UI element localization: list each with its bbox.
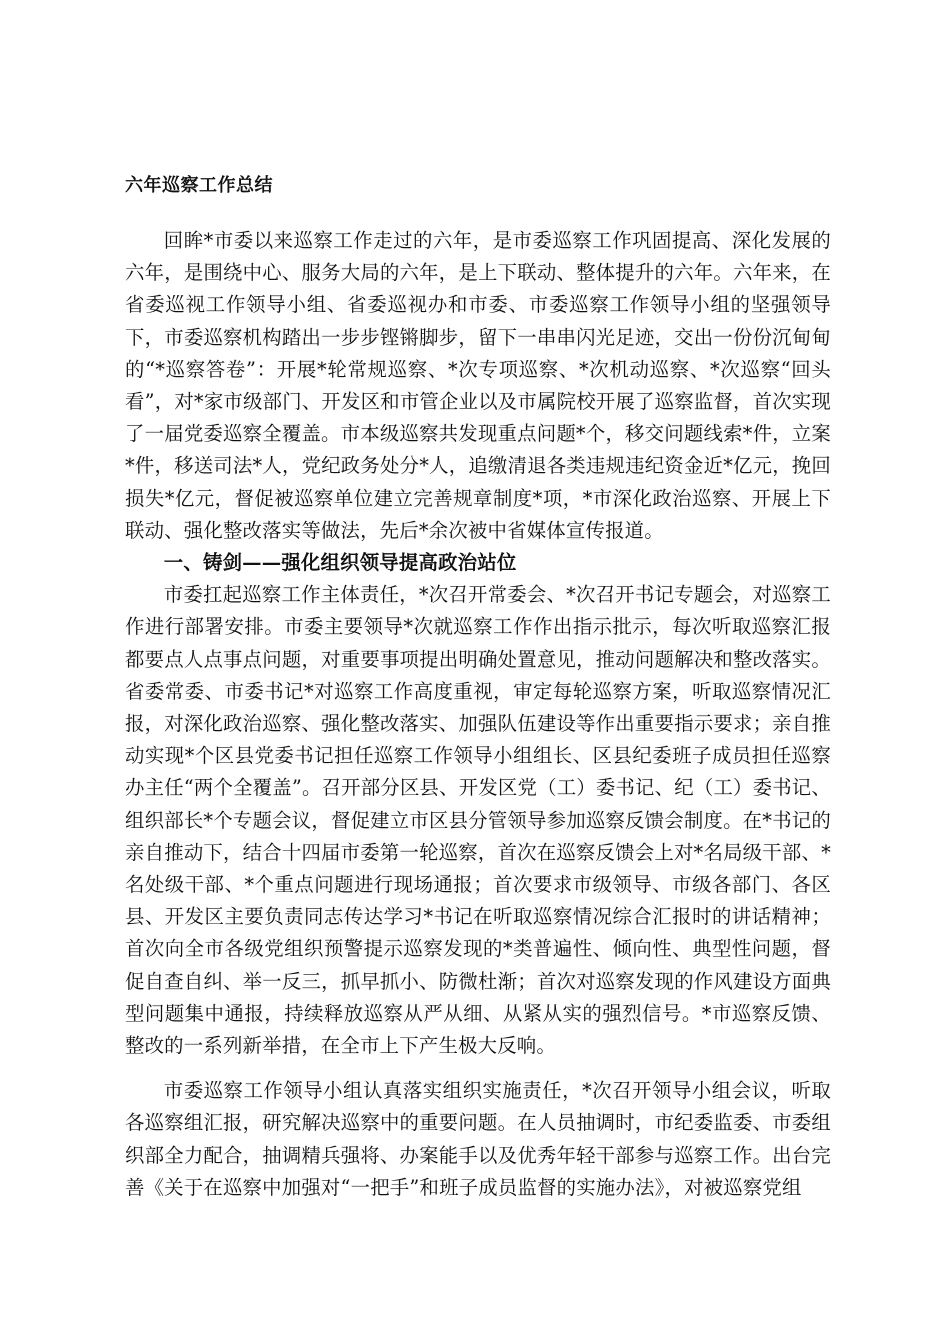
body-paragraph-2: 市委巡察工作领导小组认真落实组织实施责任，*次召开领导小组会议，听取各巡察组汇报，研究解决巡察中的重要问题。在人员抽调时，市纪委监委、市委组织部全力配合，抽调精兵强将、办案能手以及优秀年轻干部参与巡察工作。出台完善《关于在巡察中加强对“一把手”和班子成员监督的实施办法》，对被巡察党组 <box>125 1079 831 1199</box>
document-title: 六年巡察工作总结 <box>125 175 273 196</box>
intro-paragraph: 回眸*市委以来巡察工作走过的六年，是市委巡察工作巩固提高、深化发展的六年，是围绕中心、服务大局的六年，是上下联动、整体提升的六年。六年来，在省委巡视工作领导小组、省委巡视办和市委、市委巡察工作领导小组的坚强领导下，市委巡察机构踏出一步步铿锵脚步，留下一串串闪光足迹，交出一份份沉甸甸的“*巡察答卷”：开展*轮常规巡察、*次专项巡察、*次机动巡察、*次巡察“回头看”，对*家市级部门、开发区和市管企业以及市属院校开展了巡察监督，首次实现了一届党委巡察全覆盖。市本级巡察共发现重点问题*个，移交问题线索*件，立案*件，移送司法*人，党纪政务处分*人，追缴清退各类违规违纪资金近*亿元，挽回损失*亿元，督促被巡察单位建立完善规章制度*项，*市深化政治巡察、开展上下联动、强化整改落实等做法，先后*余次被中省媒体宣传报道。 <box>125 229 831 542</box>
body-paragraph-1: 市委扛起巡察工作主体责任，*次召开常委会、*次召开书记专题会，对巡察工作进行部署安排。市委主要领导*次就巡察工作作出指示批示，每次听取巡察汇报都要点人点事点问题，对重要事项提出明确处置意见，推动问题解决和整改落实。省委常委、市委书记*对巡察工作高度重视，审定每轮巡察方案，听取巡察情况汇报，对深化政治巡察、强化整改落实、加强队伍建设等作出重要指示要求；亲自推动实现*个区县党委书记担任巡察工作领导小组组长、区县纪委班子成员担任巡察办主任“两个全覆盖”。召开部分区县、开发区党（工）委书记、纪（工）委书记、组织部长*个专题会议，督促建立市区县分管领导参加巡察反馈会制度。在*书记的亲自推动下，结合十四届市委第一轮巡察，首次在巡察反馈会上对*名局级干部、*名处级干部、*个重点问题进行现场通报；首次要求市级领导、市级各部门、各区县、开发区主要负责同志传达学习*书记在听取巡察情况综合汇报时的讲话精神；首次向全市各级党组织预警提示巡察发现的*类普遍性、倾向性、典型性问题，督促自查自纠、举一反三，抓早抓小、防微杜渐；首次对巡察发现的作风建设方面典型问题集中通报，持续释放巡察从严从细、从紧从实的强烈信号。*市巡察反馈、整改的一系列新举措，在全市上下产生极大反响。 <box>125 583 831 1058</box>
document-body <box>125 225 831 1204</box>
section-heading-1: 一、铸剑——强化组织领导提高政治站位 <box>163 551 517 575</box>
